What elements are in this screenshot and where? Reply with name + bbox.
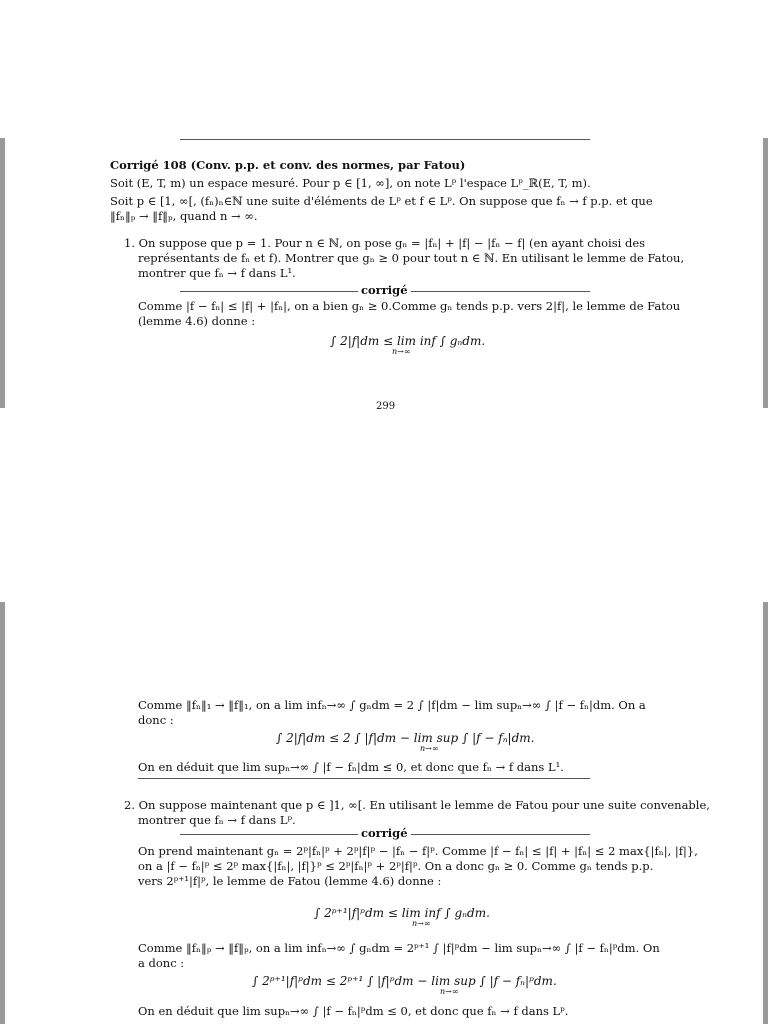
equation-3: ∫ 2ᵖ⁺¹|f|ᵖdm ≤ lim inf ∫ gₙdm. bbox=[314, 906, 490, 920]
answer-2-line-3: vers 2ᵖ⁺¹|f|ᵖ, le lemme de Fatou (lemme 4.6) donne : bbox=[138, 874, 442, 888]
statement-line-3: ‖fₙ‖ₚ → ‖f‖ₚ, quand n → ∞. bbox=[110, 209, 258, 223]
conclusion-2: On en déduit que lim supₙ→∞ ∫ |f − fₙ|ᵖdm ≤ 0, et donc que fₙ → f dans Lᵖ. bbox=[138, 1004, 569, 1018]
conclusion-1: On en déduit que lim supₙ→∞ ∫ |f − fₙ|dm ≤ 0, et donc que fₙ → f dans L¹. bbox=[138, 760, 564, 774]
question-1-line-3: montrer que fₙ → f dans L¹. bbox=[138, 266, 296, 280]
equation-1-subscript: n→∞ bbox=[392, 347, 411, 356]
continuation-line-2: donc : bbox=[138, 713, 174, 727]
top-rule bbox=[180, 139, 590, 140]
equation-4-subscript: n→∞ bbox=[440, 987, 459, 996]
answer-2-line-1: On prend maintenant gₙ = 2ᵖ|fₙ|ᵖ + 2ᵖ|f|ᵖ − |fₙ − f|ᵖ. Comme |f − fₙ| ≤ |f| + |fₙ| ≤ 2 max{|fₙ|, |f|}, bbox=[138, 844, 698, 858]
continuation-line-1: Comme ‖fₙ‖₁ → ‖f‖₁, on a lim infₙ→∞ ∫ gₙdm = 2 ∫ |f|dm − lim supₙ→∞ ∫ |f − fₙ|dm. On a bbox=[138, 698, 646, 712]
question-1-line-1: 1. On suppose que p = 1. Pour n ∈ ℕ, on pose gₙ = |fₙ| + |f| − |fₙ − f| (en ayant choisi des bbox=[124, 236, 646, 250]
equation-1: ∫ 2|f|dm ≤ lim inf ∫ gₙdm. bbox=[330, 334, 486, 348]
equation-2-subscript: n→∞ bbox=[420, 744, 439, 753]
statement-line-2: Soit p ∈ [1, ∞[, (fₙ)ₙ∈ℕ une suite d'éléments de Lᵖ et f ∈ Lᵖ. On suppose que fₙ → f p.p. et que bbox=[110, 194, 653, 208]
answer-2-line-4: Comme ‖fₙ‖ₚ → ‖f‖ₚ, on a lim infₙ→∞ ∫ gₙdm = 2ᵖ⁺¹ ∫ |f|ᵖdm − lim supₙ→∞ ∫ |f − fₙ|ᵖdm. On bbox=[138, 941, 660, 955]
question-2-line-2: montrer que fₙ → f dans Lᵖ. bbox=[138, 813, 296, 827]
equation-4: ∫ 2ᵖ⁺¹|f|ᵖdm ≤ 2ᵖ⁺¹ ∫ |f|ᵖdm − lim sup ∫ |f − fₙ|ᵖdm. bbox=[252, 974, 557, 988]
answer-1-line-2: (lemme 4.6) donne : bbox=[138, 314, 256, 328]
document-page-1 bbox=[0, 0, 768, 412]
corrige-label-1: corrigé bbox=[358, 283, 411, 297]
answer-2-line-2: on a |f − fₙ|ᵖ ≤ 2ᵖ max{|fₙ|, |f|}ᵖ ≤ 2ᵖ|fₙ|ᵖ + 2ᵖ|f|ᵖ. On a donc gₙ ≥ 0. Comme gₙ tends p.p. bbox=[138, 859, 654, 873]
question-2-line-1: 2. On suppose maintenant que p ∈ ]1, ∞[. En utilisant le lemme de Fatou pour une suite convenable, bbox=[124, 798, 710, 812]
answer-2-line-5: a donc : bbox=[138, 956, 185, 970]
statement-line-1: Soit (E, T, m) un espace mesuré. Pour p ∈ [1, ∞], on note Lᵖ l'espace Lᵖ_ℝ(E, T, m). bbox=[110, 176, 591, 190]
end-rule-1 bbox=[138, 778, 590, 779]
question-1-line-2: représentants de fₙ et f). Montrer que gₙ ≥ 0 pour tout n ∈ ℕ. En utilisant le lemme de Fatou, bbox=[138, 251, 685, 265]
corrige-label-2: corrigé bbox=[358, 826, 411, 840]
answer-1-line-1: Comme |f − fₙ| ≤ |f| + |fₙ|, on a bien gₙ ≥ 0.Comme gₙ tends p.p. vers 2|f|, le lemme de Fatou bbox=[138, 299, 681, 313]
exercise-title: Corrigé 108 (Conv. p.p. et conv. des normes, par Fatou) bbox=[110, 158, 466, 172]
document-page-2 bbox=[0, 602, 768, 1024]
equation-2: ∫ 2|f|dm ≤ 2 ∫ |f|dm − lim sup ∫ |f − fₙ|dm. bbox=[276, 731, 535, 745]
equation-3-subscript: n→∞ bbox=[412, 919, 431, 928]
page-number: 299 bbox=[376, 401, 396, 412]
